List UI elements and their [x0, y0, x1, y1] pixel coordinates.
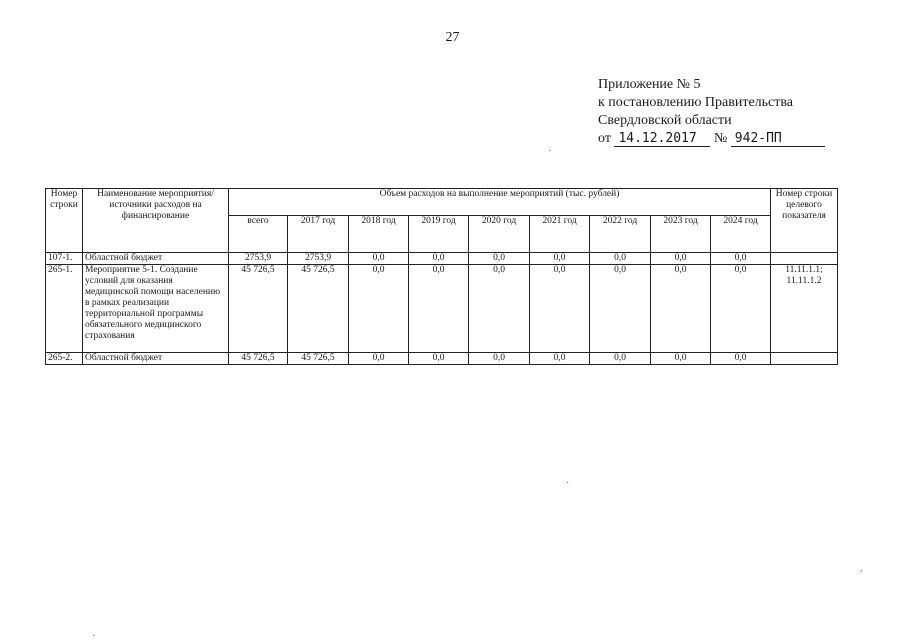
- scan-speck: ,: [860, 563, 863, 574]
- scan-speck: ·: [566, 478, 570, 489]
- row-target: 11.11.1.1; 11.11.1.2: [771, 265, 838, 353]
- header-volume: Объем расходов на выполнение мероприятий (тыс. рублей): [229, 189, 771, 216]
- row-target: [771, 353, 838, 365]
- header-year: всего: [229, 216, 288, 253]
- row-value: 45 726,5: [288, 265, 349, 353]
- row-value: 0,0: [409, 353, 469, 365]
- row-value: 0,0: [469, 265, 530, 353]
- appendix-resolution: к постановлению Правительства: [598, 95, 794, 110]
- row-value: 0,0: [409, 253, 469, 265]
- row-number: 107-1.: [46, 253, 83, 265]
- row-value: 0,0: [711, 265, 771, 353]
- row-value: 0,0: [590, 265, 651, 353]
- row-value: 2753,9: [229, 253, 288, 265]
- row-name: Областной бюджет: [83, 253, 229, 265]
- header-year: 2022 год: [590, 216, 651, 253]
- appendix-region: Свердловской области: [598, 113, 732, 128]
- row-name: Областной бюджет: [83, 353, 229, 365]
- from-label: от: [598, 131, 611, 146]
- table-row: [46, 353, 838, 365]
- row-value: 2753,9: [288, 253, 349, 265]
- header-row: [46, 189, 838, 216]
- row-value: 0,0: [349, 265, 409, 353]
- header-year: 2018 год: [349, 216, 409, 253]
- row-name: Мероприятие 5-1. Создание условий для оказания медицинской помощи населению в рамках реализации территориальной программы обязательного медицинского страхования: [83, 265, 229, 353]
- header-row-number: Номер строки: [46, 189, 83, 253]
- row-value: 0,0: [530, 253, 590, 265]
- row-value: 0,0: [349, 253, 409, 265]
- resolution-date: 14.12.2017: [614, 131, 710, 147]
- row-value: 0,0: [530, 265, 590, 353]
- row-value: 45 726,5: [229, 265, 288, 353]
- header-target: Номер строки целевого показателя: [771, 189, 838, 253]
- row-value: 0,0: [530, 353, 590, 365]
- page-number: 27: [445, 30, 460, 45]
- scan-speck: ·: [92, 631, 96, 642]
- expenditure-table: [45, 188, 838, 365]
- scan-speck: ·: [548, 146, 552, 157]
- table-row: [46, 253, 838, 265]
- header-name: Наименование мероприятия/ источники расходов на финансирование: [83, 189, 229, 253]
- row-value: 0,0: [651, 353, 711, 365]
- header-year: 2024 год: [711, 216, 771, 253]
- header-year: 2019 год: [409, 216, 469, 253]
- appendix-block: [598, 76, 825, 148]
- table-row: [46, 265, 838, 353]
- header-year: 2023 год: [651, 216, 711, 253]
- row-target: [771, 253, 838, 265]
- header-year: 2020 год: [469, 216, 530, 253]
- row-value: 0,0: [590, 253, 651, 265]
- row-value: 0,0: [469, 253, 530, 265]
- row-value: 0,0: [590, 353, 651, 365]
- row-value: 0,0: [651, 253, 711, 265]
- number-label: №: [713, 131, 728, 146]
- row-value: 45 726,5: [229, 353, 288, 365]
- row-number: 265-1.: [46, 265, 83, 353]
- row-value: 0,0: [711, 353, 771, 365]
- row-value: 0,0: [651, 265, 711, 353]
- appendix-title: Приложение № 5: [598, 77, 701, 92]
- header-year: 2021 год: [530, 216, 590, 253]
- resolution-number: 942-ПП: [731, 131, 825, 147]
- row-value: 0,0: [349, 353, 409, 365]
- row-value: 0,0: [469, 353, 530, 365]
- header-year: 2017 год: [288, 216, 349, 253]
- row-value: 0,0: [409, 265, 469, 353]
- appendix-date-line: [598, 130, 825, 148]
- row-value: 0,0: [711, 253, 771, 265]
- row-number: 265-2.: [46, 353, 83, 365]
- row-value: 45 726,5: [288, 353, 349, 365]
